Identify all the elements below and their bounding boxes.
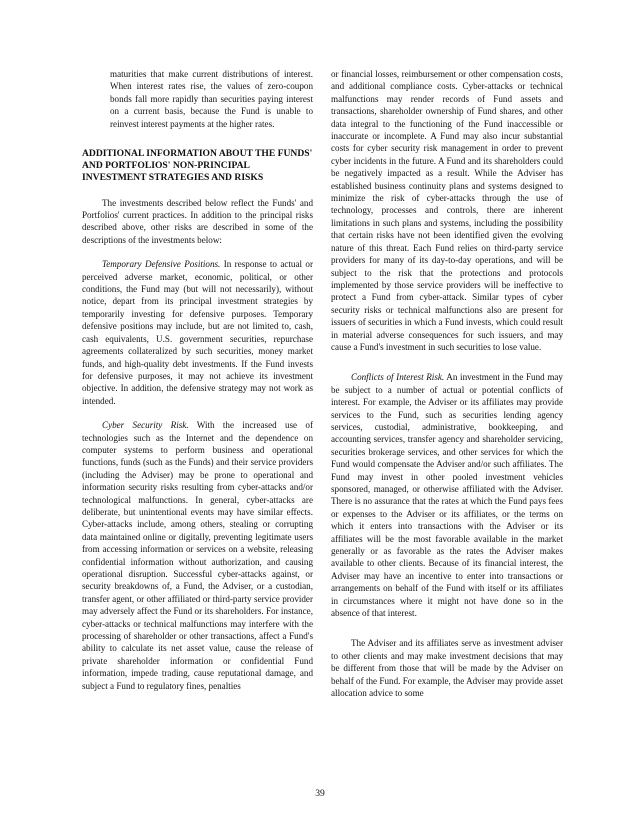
conflicts-of-interest-paragraph (331, 371, 563, 619)
interest-rate-continuation: maturities that make current distributions of interest. When interest rates rise, the values of zero-coupon bonds fall more rapidly than securities paying interest on a current basis, because the Fund is unable to reinvest interest payments at the higher rates. (110, 69, 313, 129)
section-heading: ADDITIONAL INFORMATION ABOUT THE FUNDS' AND PORTFOLIOS' NON-PRINCIPAL INVESTMENT STRATEGIES AND RISKS (82, 148, 313, 184)
temporary-defensive-paragraph (82, 258, 313, 407)
adviser-paragraph: The Adviser and its affiliates serve as investment adviser to other clients and may make investment decisions that may be different from those that will be made by the Adviser on behalf of the Fund. For example, the Adviser may provide asset allocation advice to some (331, 638, 563, 699)
section-intro: The investments described below reflect the Funds' and Portfolios' current practices. In addition to the principal risks described above, other risks are described in some of the descriptions of the investments below: (82, 197, 313, 245)
cyber-security-continuation: or financial losses, reimbursement or other compensation costs, and additional compliance costs. Cyber-attacks or technical malfunctions may render records of Fund assets and transactions, shareholder ownership of Fund shares, and other data integral to the functioning of the Fund inaccessible or inaccurate or incomplete. A Fund may also incur substantial costs for cyber security risk management in order to prevent cyber incidents in the future. A Fund and its shareholders could be negatively impacted as a result. While the Adviser has established business continuity plans and systems designed to minimize the risk of cyber-attacks through the use of technology, processes and controls, there are inherent limitations in such plans and systems, including the possibility that certain risks have not been identified given the evolving nature of this threat. Each Fund relies on third-party service providers for many of its day-to-day operations, and will be subject to the risk that the protections and protocols implemented by those service providers will be ineffective to protect a Fund from cyber-attack. Similar types of cyber security risks or technical malfunctions also are present for issuers of securities in which a Fund invests, which could result in material adverse consequences for such issuers, and may cause a Fund's investment in such securities to lose value. (331, 69, 563, 352)
conflicts-of-interest-text: An investment in the Fund may be subject to a number of actual or potential conflicts of interest. For example, the Adviser or its affiliates may provide services to the Fund, such as securities lending agency services, custodial, administrative, bookkeeping, and accounting services, transfer agency and shareholder servicing, securities brokerage services, and other services for which the Fund would compensate the Adviser and/or such affiliates. The Fund may invest in other pooled investment vehicles sponsored, managed, or otherwise affiliated with the Adviser. There is no assurance that the rates at which the Fund pays fees or expenses to the Adviser or its affiliates, or the terms on which it enters into transactions with the Adviser or its affiliates will be the most favorable available in the market generally or as favorable as the rates the Adviser makes available to other clients. Because of its financial interest, the Adviser may have an incentive to enter into transactions or arrangements on behalf of the Fund with itself or its affiliates in circumstances where it might not have done so in the absence of that interest. (331, 372, 563, 619)
temporary-defensive-title: Temporary Defensive Positions. (102, 259, 221, 270)
cyber-security-title: Cyber Security Risk. (102, 420, 189, 431)
temporary-defensive-text: In response to actual or perceived adverse market, economic, political, or other conditions, the Fund may (but will not necessarily), without notice, depart from its principal investment strategies by temporarily investing for defensive purposes. Temporary defensive positions may include, but are not limited to, cash, cash equivalents, U.S. government securities, repurchase agreements collateralized by such securities, money market funds, and high-quality debt investments. If the Fund invests for defensive purposes, it may not achieve its investment objective. In addition, the defensive strategy may not work as intended. (82, 259, 313, 406)
cyber-security-paragraph (82, 419, 313, 692)
cyber-security-text: With the increased use of technologies such as the Internet and the dependence on computer systems to perform business and operational functions, funds (such as the Funds) and their service providers (including the Adviser) may be prone to operational and information security risks resulting from cyber-attacks and/or technological malfunctions. In general, cyber-attacks are deliberate, but unintentional events may have similar effects. Cyber-attacks include, among others, stealing or corrupting data maintained online or digitally, preventing legitimate users from accessing information or services on a website, releasing confidential information without authorization, and causing operational disruption. Successful cyber-attacks against, or security breakdowns of, a Fund, the Adviser, or a custodian, transfer agent, or other affiliated or third-party service provider may adversely affect the Fund or its shareholders. For instance, cyber-attacks or technical malfunctions may interfere with the processing of shareholder or other transactions, affect a Fund's ability to calculate its net asset value, cause the release of private shareholder information or confidential Fund information, impede trading, cause reputational damage, and subject a Fund to regulatory fines, penalties (82, 420, 313, 691)
left-column (82, 68, 313, 692)
conflicts-of-interest-title: Conflicts of Interest Risk. (351, 372, 445, 383)
page-number: 39 (315, 788, 325, 799)
right-column (331, 68, 563, 700)
